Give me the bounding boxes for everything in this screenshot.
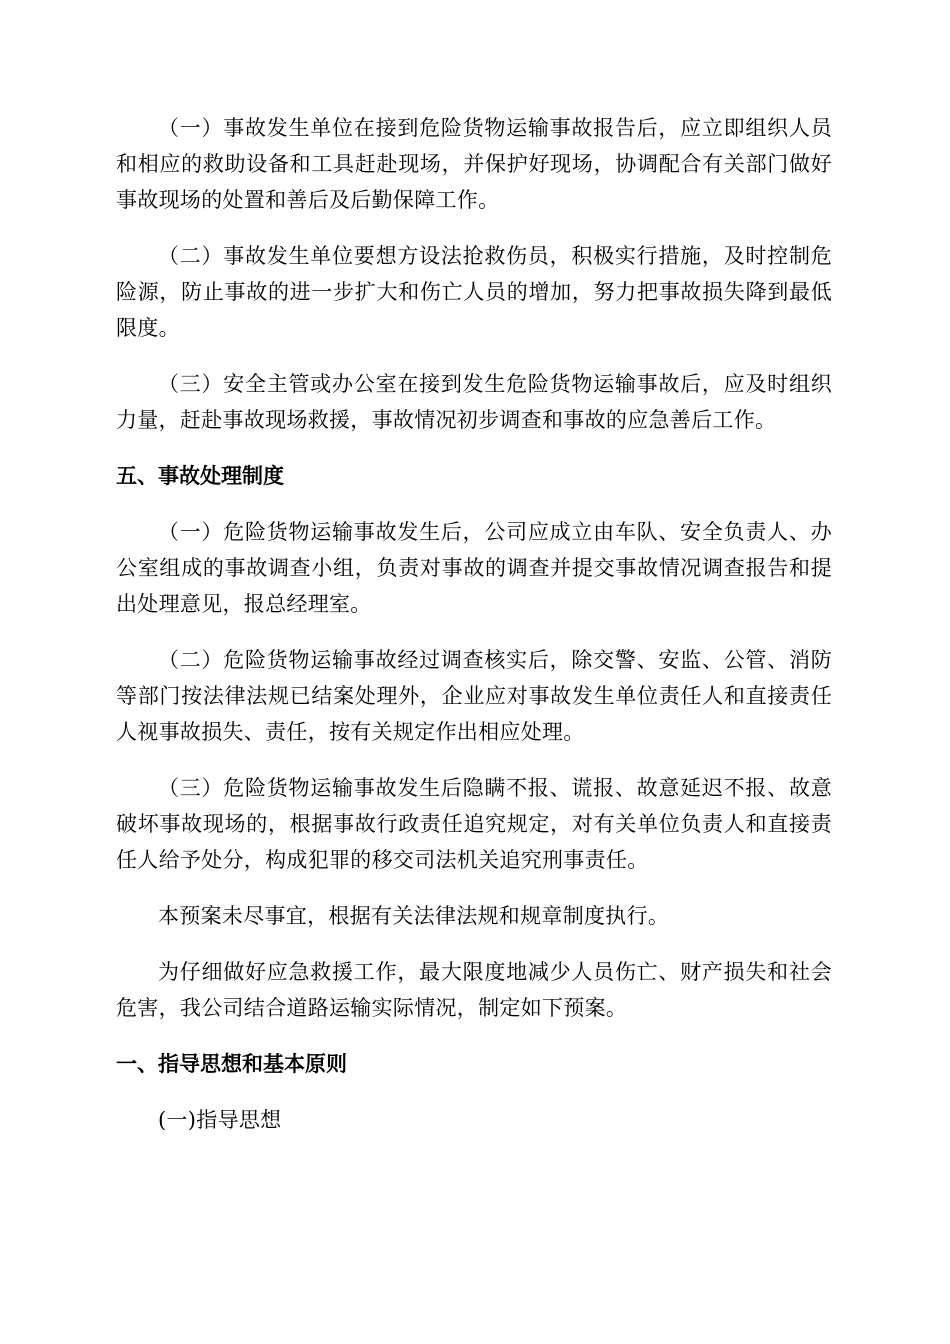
paragraph-accident-unit-response: （一）事故发生单位在接到危险货物运输事故报告后，应立即组织人员和相应的救助设备和工具赶赴现场，并保护好现场，协调配合有关部门做好事故现场的处置和善后及后勤保障工作。 — [116, 116, 832, 212]
paragraph-unaddressed-matters: 本预案未尽事宜，根据有关法律法规和规章制度执行。 — [158, 904, 670, 928]
paragraph-plan-purpose: 为仔细做好应急救援工作，最大限度地减少人员伤亡、财产损失和社会危害，我公司结合道路运输实际情况，制定如下预案。 — [116, 960, 832, 1020]
paragraph-rescue-injured: （二）事故发生单位要想方设法抢救伤员，积极实行措施，及时控制危险源，防止事故的进一步扩大和伤亡人员的增加，努力把事故损失降到最低限度。 — [116, 244, 832, 340]
paragraph-guiding-thought: (一)指导思想 — [158, 1108, 282, 1132]
section-heading-accident-handling: 五、事故处理制度 — [116, 464, 284, 488]
paragraph-safety-office-response: （三）安全主管或办公室在接到发生危险货物运输事故后，应及时组织力量，赶赴事故现场救援，事故情况初步调查和事故的应急善后工作。 — [116, 372, 832, 432]
paragraph-concealment-penalty: （三）危险货物运输事故发生后隐瞒不报、谎报、故意延迟不报、故意破坏事故现场的，根据事故行政责任追究规定，对有关单位负责人和直接责任人给予处分，构成犯罪的移交司法机关追究刑事责任。 — [116, 776, 832, 872]
section-heading-guiding-principles: 一、指导思想和基本原则 — [116, 1052, 347, 1076]
paragraph-investigation-team: （一）危险货物运输事故发生后，公司应成立由车队、安全负责人、办公室组成的事故调查小组，负责对事故的调查并提交事故情况调查报告和提出处理意见，报总经理室。 — [116, 520, 832, 616]
paragraph-verification-handling: （二）危险货物运输事故经过调查核实后，除交警、安监、公管、消防等部门按法律法规已结案处理外，企业应对事故发生单位责任人和直接责任人视事故损失、责任，按有关规定作出相应处理。 — [116, 648, 832, 744]
